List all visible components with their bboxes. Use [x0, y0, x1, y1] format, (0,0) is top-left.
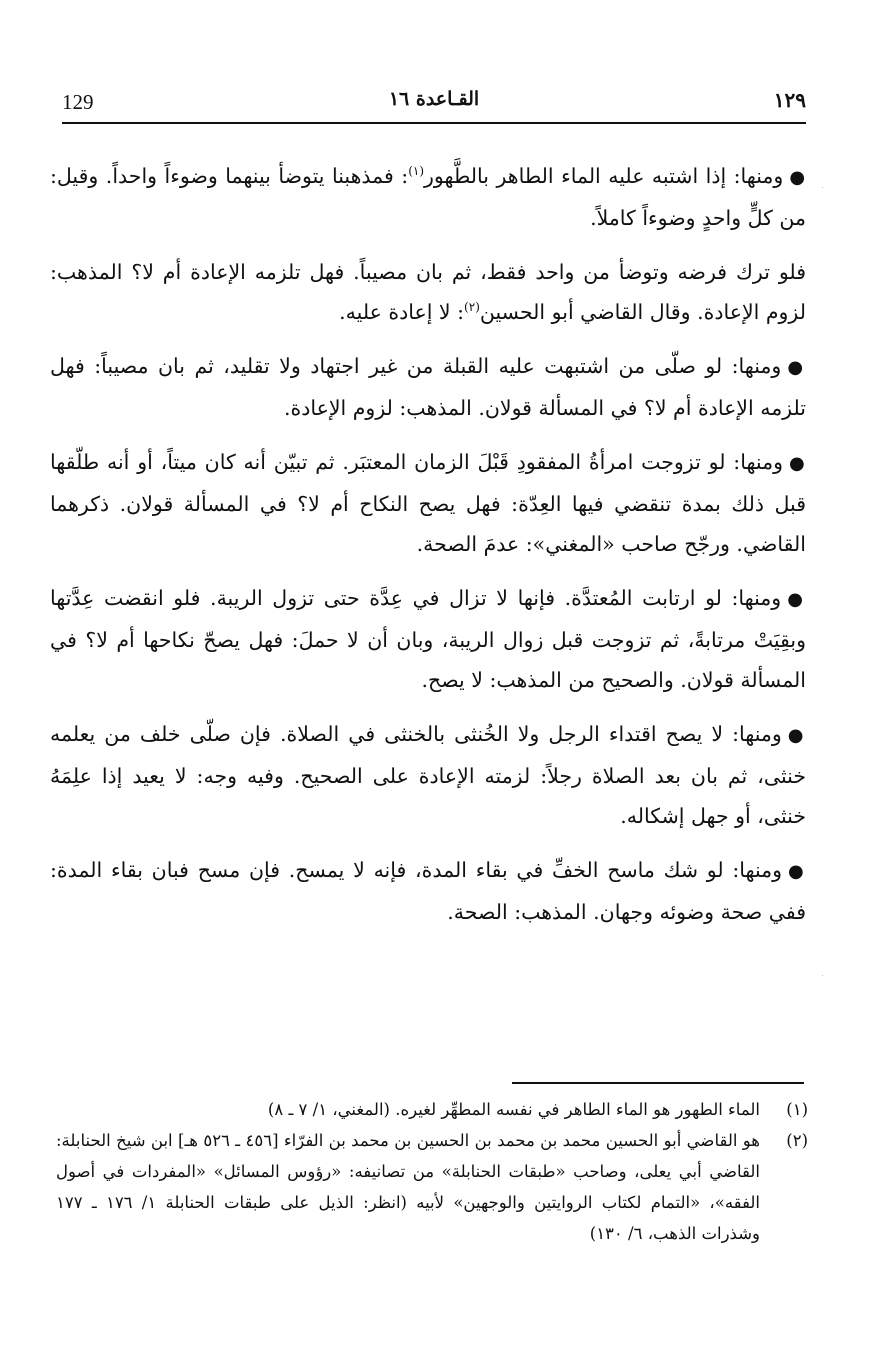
paragraph: [50, 850, 806, 932]
footnote: [56, 1094, 808, 1125]
page-number-arabic: ١٢٩: [773, 88, 806, 112]
paragraph-text: ومنها: لا يصح اقتداء الرجل ولا الخُنثى بالخنثى في الصلاة. فإن صلّى خلف من يعلمه خنثى، ثم بان بعد الصلاة رجلاً: لزمته الإعادة على الصحيح. وفيه وجه: لا يعيد إذا علِمَهُ خنثى، أو جهل إشكاله.: [50, 722, 806, 828]
chapter-title: القـاعدة ١٦: [388, 88, 480, 110]
bullet-icon: ●: [787, 589, 806, 610]
paragraph: [50, 714, 806, 836]
page-number-latin: 129: [62, 90, 94, 114]
paragraph: [50, 442, 806, 564]
running-header: [62, 88, 806, 124]
footnote-text: الماء الطهور هو الماء الطاهر في نفسه المطهِّر لغيره. (المغني، ١/ ٧ ـ ٨): [267, 1100, 760, 1119]
paragraph-text: ومنها: لو ارتابت المُعتدَّة. فإنها لا تزال في عِدَّة حتى تزول الريبة. فلو انقضت عِدَّتها وبقِيَتْ مرتابةً، ثم تزوجت قبل زوال الريبة، وبان أن لا حملَ: فهل يصحّ نكاحها أم لا؟ في المسألة قولان. والصحيح من المذهب: لا يصح.: [50, 586, 806, 692]
bullet-icon: ●: [788, 453, 806, 474]
bullet-icon: ●: [788, 861, 806, 882]
scan-dust-mark: [822, 975, 823, 976]
main-text: [50, 156, 806, 946]
paragraph: [50, 252, 806, 332]
paragraph: [50, 156, 806, 238]
footnote-number: (١): [786, 1100, 808, 1119]
footnote-reference[interactable]: (٢): [464, 300, 480, 315]
paragraph: [50, 578, 806, 700]
footnote-separator: [512, 1082, 804, 1084]
paragraph-text: ومنها: لو صلّى من اشتبهت عليه القبلة من غير اجتهاد ولا تقليد، ثم بان مصيباً: فهل تلزمه الإعادة أم لا؟ في المسألة قولان. المذهب: لزوم الإعادة.: [50, 354, 806, 420]
footnote-text: هو القاضي أبو الحسين محمد بن محمد بن الحسين بن محمد بن الفرّاء [٤٥٦ ـ ٥٢٦ هـ] ابن شيخ الحنابلة: القاضي أبي يعلى، وصاحب «طبقات الحنابلة» من تصانيفه: «رؤوس المسائل» «المفردات في أصول الفقه»، «التمام لكتاب الروايتين والوجهين» لأبيه (انظر: الذيل على طبقات الحنابلة ١/ ١٧٦ ـ ١٧٧ وشذرات الذهب، ٦/ ١٣٠): [56, 1131, 761, 1243]
paragraph: [50, 346, 806, 428]
paragraph-text: ومنها: لو شك ماسح الخفِّ في بقاء المدة، فإنه لا يمسح. فإن مسح فبان بقاء المدة: ففي صحة وضوئه وجهان. المذهب: الصحة.: [50, 858, 806, 924]
footnote-number: (٢): [786, 1131, 808, 1150]
footnotes: [56, 1094, 808, 1249]
bullet-icon: ●: [789, 167, 806, 188]
paragraph-text-cont: : لا إعادة عليه.: [339, 300, 465, 324]
paragraph-text: فلو ترك فرضه وتوضأ من واحد فقط، ثم بان مصيباً. فهل تلزمه الإعادة أم لا؟ المذهب: لزوم الإعادة. وقال القاضي أبو الحسين: [50, 260, 806, 324]
footnote-reference[interactable]: (١): [408, 164, 425, 179]
footnote: [56, 1125, 808, 1249]
paragraph-text: ومنها: إذا اشتبه عليه الماء الطاهر بالطَّهور: [424, 164, 784, 188]
paragraph-text: ومنها: لو تزوجت امرأةُ المفقودِ قَبْلَ الزمان المعتبَر. ثم تبيّن أنه كان ميتاً، أو أنه طلّقها قبل ذلك بمدة تنقضي فيها العِدّة: فهل يصح النكاح أم لا؟ في المسألة قولان. ذكرهما القاضي. ورجّح صاحب «المغني»: عدمَ الصحة.: [50, 450, 806, 556]
bullet-icon: ●: [787, 357, 806, 378]
scan-dust-mark: [822, 187, 823, 188]
paragraph-text-cont: : فمذهبنا يتوضأ بينهما وضوءاً واحداً. وقيل: من كلٍّ واحدٍ وضوءاً كاملاً.: [50, 164, 806, 230]
bullet-icon: ●: [787, 725, 806, 746]
